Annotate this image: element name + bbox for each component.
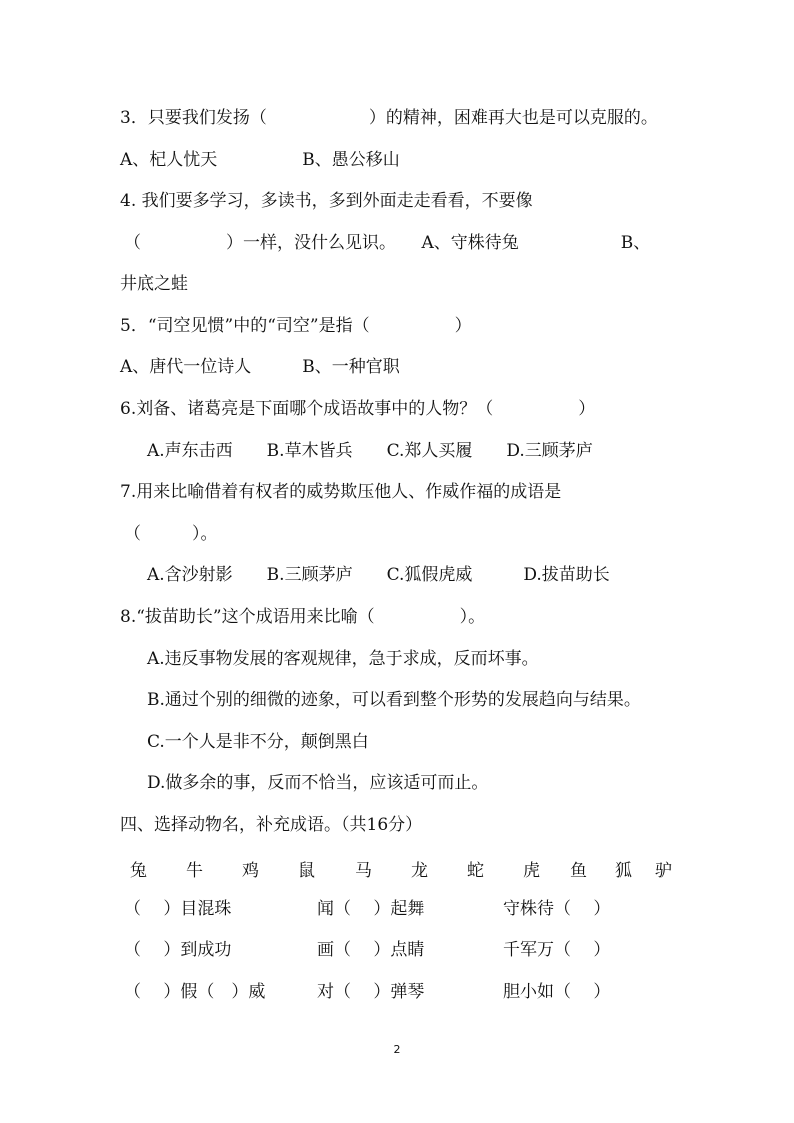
question-6-options: A.声东击西 B.草木皆兵 C.郑人买履 D.三顾茅庐 (147, 441, 593, 461)
animal-word: 虎 (523, 861, 540, 881)
animal-word: 鸡 (242, 861, 259, 881)
animal-word: 鼠 (298, 861, 315, 881)
animal-word: 鱼 (570, 861, 587, 881)
question-5-stem: 5．“司空见惯”中的“司空”是指（ ） (120, 316, 472, 336)
animal-word: 蛇 (467, 861, 484, 881)
question-3-stem: 3．只要我们发扬（ ）的精神，困难再大也是可以克服的。 (120, 108, 658, 128)
question-3-options: A、杞人忧天 B、愚公移山 (120, 150, 400, 170)
question-7-options: A.含沙射影 B.三顾茅庐 C.狐假虎威 D.拔苗助长 (147, 565, 610, 585)
animal-word: 马 (355, 861, 372, 881)
idiom-blank: 对（ ）弹琴 (317, 982, 425, 1002)
idiom-blank: 守株待（ ） (503, 899, 611, 919)
question-8-option-a: A.违反事物发展的客观规律，急于求成，反而坏事。 (147, 649, 539, 669)
question-4-stem-line3: 井底之蛙 (120, 274, 188, 294)
question-8-option-c: C.一个人是非不分，颠倒黑白 (147, 732, 369, 752)
question-7-stem-line2: （ ）。 (124, 524, 218, 544)
animal-word-bank (130, 856, 690, 881)
animal-word: 兔 (130, 861, 147, 881)
question-8-stem: 8.“拔苗助长”这个成语用来比喻（ ）。 (120, 607, 486, 627)
animal-word: 龙 (411, 861, 428, 881)
animal-word: 牛 (186, 861, 203, 881)
idiom-blank: 闻（ ）起舞 (317, 899, 425, 919)
question-8-option-d: D.做多余的事，反而不恰当，应该适可而止。 (147, 773, 489, 793)
question-7-stem-line1: 7.用来比喻借着有权者的威势欺压他人、作威作福的成语是 (120, 482, 562, 502)
idiom-blank: （ ）到成功 (124, 940, 232, 960)
question-5-options: A、唐代一位诗人 B、一种官职 (120, 357, 400, 377)
idiom-blank: 千军万（ ） (503, 940, 611, 960)
question-4-stem-line2: （ ）一样，没什么见识。 A、守株待兔 B、 (124, 233, 651, 253)
question-6-stem: 6.刘备、诸葛亮是下面哪个成语故事中的人物？（ ） (120, 399, 596, 419)
question-4-stem-line1: 4. 我们要多学习，多读书，多到外面走走看看，不要像 (120, 191, 533, 211)
animal-word: 狐 (615, 861, 632, 881)
idiom-blank: 胆小如（ ） (503, 982, 611, 1002)
section-4-heading: 四、选择动物名，补充成语。（共16分） (120, 815, 423, 835)
page-number: 2 (393, 1043, 401, 1056)
idiom-blank: （ ）目混珠 (124, 899, 232, 919)
animal-word: 驴 (655, 861, 672, 881)
idiom-blank: 画（ ）点睛 (317, 940, 425, 960)
question-8-option-b: B.通过个别的细微的迹象，可以看到整个形势的发展趋向与结果。 (147, 690, 641, 710)
idiom-blank: （ ）假（ ）威 (124, 982, 266, 1002)
